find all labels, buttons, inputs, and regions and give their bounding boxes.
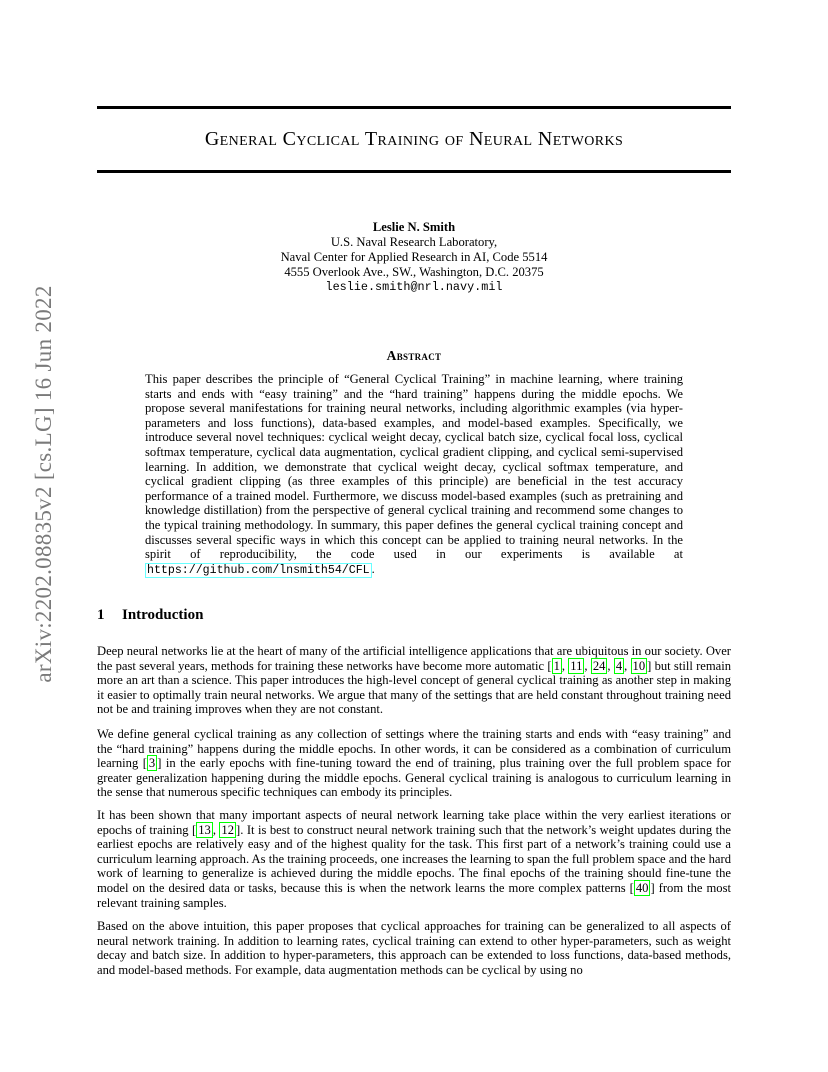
author-address: 4555 Overlook Ave., SW., Washington, D.C. 20375 xyxy=(284,265,544,279)
text-run: , xyxy=(607,658,614,673)
abstract-heading: Abstract xyxy=(386,348,442,363)
abstract-body: This paper describes the principle of “General Cyclical Training” in machine learning, where training starts and ends with “easy training” and the “hard training” happens during the middle epochs. We propose several manifestations for training neural networks, including algorithmic examples (via hyper-parameters and loss functions), data-based examples, and model-based examples. Specifically, we introduce several novel techniques: cyclical weight decay, cyclical batch size, cyclical focal loss, cyclical softmax temperature, cyclical data augmentation, cyclical gradient clipping, and cyclical semi-supervised learning. In addition, we demonstrate that cyclical weight decay, cyclical softmax temperature, and cyclical gradient clipping (as three examples of this principle) are beneficial in the test accuracy performance of a trained model. Furthermore, we discuss model-based examples (such as pretraining and knowledge distillation) from the perspective of general cyclical training and recommend some changes to the typical training methodology. In summary, this paper defines the general cyclical training concept and discusses several specific ways in which this concept can be applied to training neural networks. In the spirit of reproducibility, the code used in our experiments is available at xyxy=(145,372,683,562)
author-block xyxy=(97,220,731,295)
text-run: ] in the early epochs with fine-tuning toward the end of training, plus training over the full problem space for greater generalization happening during the middle epochs. General cyclical training is analogous to curriculum learning in the sense that numerous specific techniques can embody its principles. xyxy=(97,756,731,800)
text-run: , xyxy=(624,658,631,673)
section-number: 1 xyxy=(97,607,105,623)
text-run: ]. It is best to construct neural network training such that the network’s weight updates during the earliest epochs are relatively easy and of the highest quality for the task. This first part of a network’s training could use a curriculum learning approach. As the training proceeds, one increases the learning to span the full problem space and the hard work of learning to generalize is achieved during the middle epochs. The final epochs of the training should fine-tune the model on the desired data or tasks, because this is when the network learns the more complex patterns [ xyxy=(97,822,732,895)
abstract-text xyxy=(145,372,683,578)
author-affiliation-1: U.S. Naval Research Laboratory, xyxy=(330,235,498,249)
text-run: , xyxy=(212,822,220,837)
section-title: Introduction xyxy=(122,607,204,623)
text-run: Based on the above intuition, this paper proposes that cyclical approaches for training can be generalized to all aspects of neural network training. In addition to learning rates, cyclical training can extend to other hyper-parameters, such as weight decay and batch size. In addition to hyper-parameters, this approach can be extended to loss functions, data-based methods, and model-based methods. For example, data augmentation methods can be cyclical by using no xyxy=(97,919,731,977)
intro-paragraph-1 xyxy=(97,644,731,717)
text-run: We define general cyclical training as any collection of settings where the training starts and ends with “easy training” and the “hard training” happens during the middle epochs. In other words, it can be considered as a combination of curriculum learning [ xyxy=(97,727,731,771)
author-email[interactable]: leslie.smith@nrl.navy.mil xyxy=(325,280,503,294)
author-name: Leslie N. Smith xyxy=(372,220,456,234)
citation-link[interactable]: 24 xyxy=(592,658,606,673)
citation-link[interactable]: 1 xyxy=(553,658,560,673)
citation-link[interactable]: 13 xyxy=(198,822,211,837)
text-run: , xyxy=(584,658,591,673)
text-run: It has been shown that many important aspects of neural network learning take place within the very earliest iterations or epochs of training [ xyxy=(97,808,731,837)
text-run: ] from the most relevant training samples. xyxy=(97,880,732,910)
text-run: ] but still remain more an art than a science. This paper introduces the high-level concept of general cyclical training as another step in making it easier to optimally train neural networks. We argue that many of the settings that are held constant throughout training need not be and training improves when they are not constant. xyxy=(97,658,732,717)
title-rule-bottom xyxy=(97,170,731,173)
intro-paragraph-2 xyxy=(97,727,731,800)
abstract-end: . xyxy=(371,561,375,576)
text-run: , xyxy=(561,658,569,673)
citation-link[interactable]: 3 xyxy=(148,756,156,771)
title-rule-top xyxy=(97,106,731,109)
code-url-link[interactable]: https://github.com/lnsmith54/CFL xyxy=(147,563,370,577)
citation-link[interactable]: 4 xyxy=(615,658,623,673)
citation-link[interactable]: 40 xyxy=(635,880,649,895)
citation-link[interactable]: 11 xyxy=(570,658,583,673)
text-run: Deep neural networks lie at the heart of many of the artificial intelligence applications that are ubiquitous in our society. Over the past several years, methods for training these networks have become more automatic [ xyxy=(97,644,731,673)
paper-title: General Cyclical Training of Neural Networks xyxy=(204,128,624,150)
arxiv-sidebar-stamp xyxy=(14,285,74,683)
section-heading xyxy=(97,607,203,624)
citation-link[interactable]: 10 xyxy=(632,658,646,673)
intro-paragraph-4 xyxy=(97,919,731,977)
author-affiliation-2: Naval Center for Applied Research in AI, Code 5514 xyxy=(280,250,548,264)
intro-paragraph-3 xyxy=(97,808,731,910)
arxiv-id-text: arXiv:2202.08835v2 [cs.LG] 16 Jun 2022 xyxy=(31,285,56,683)
citation-link[interactable]: 12 xyxy=(221,822,235,837)
